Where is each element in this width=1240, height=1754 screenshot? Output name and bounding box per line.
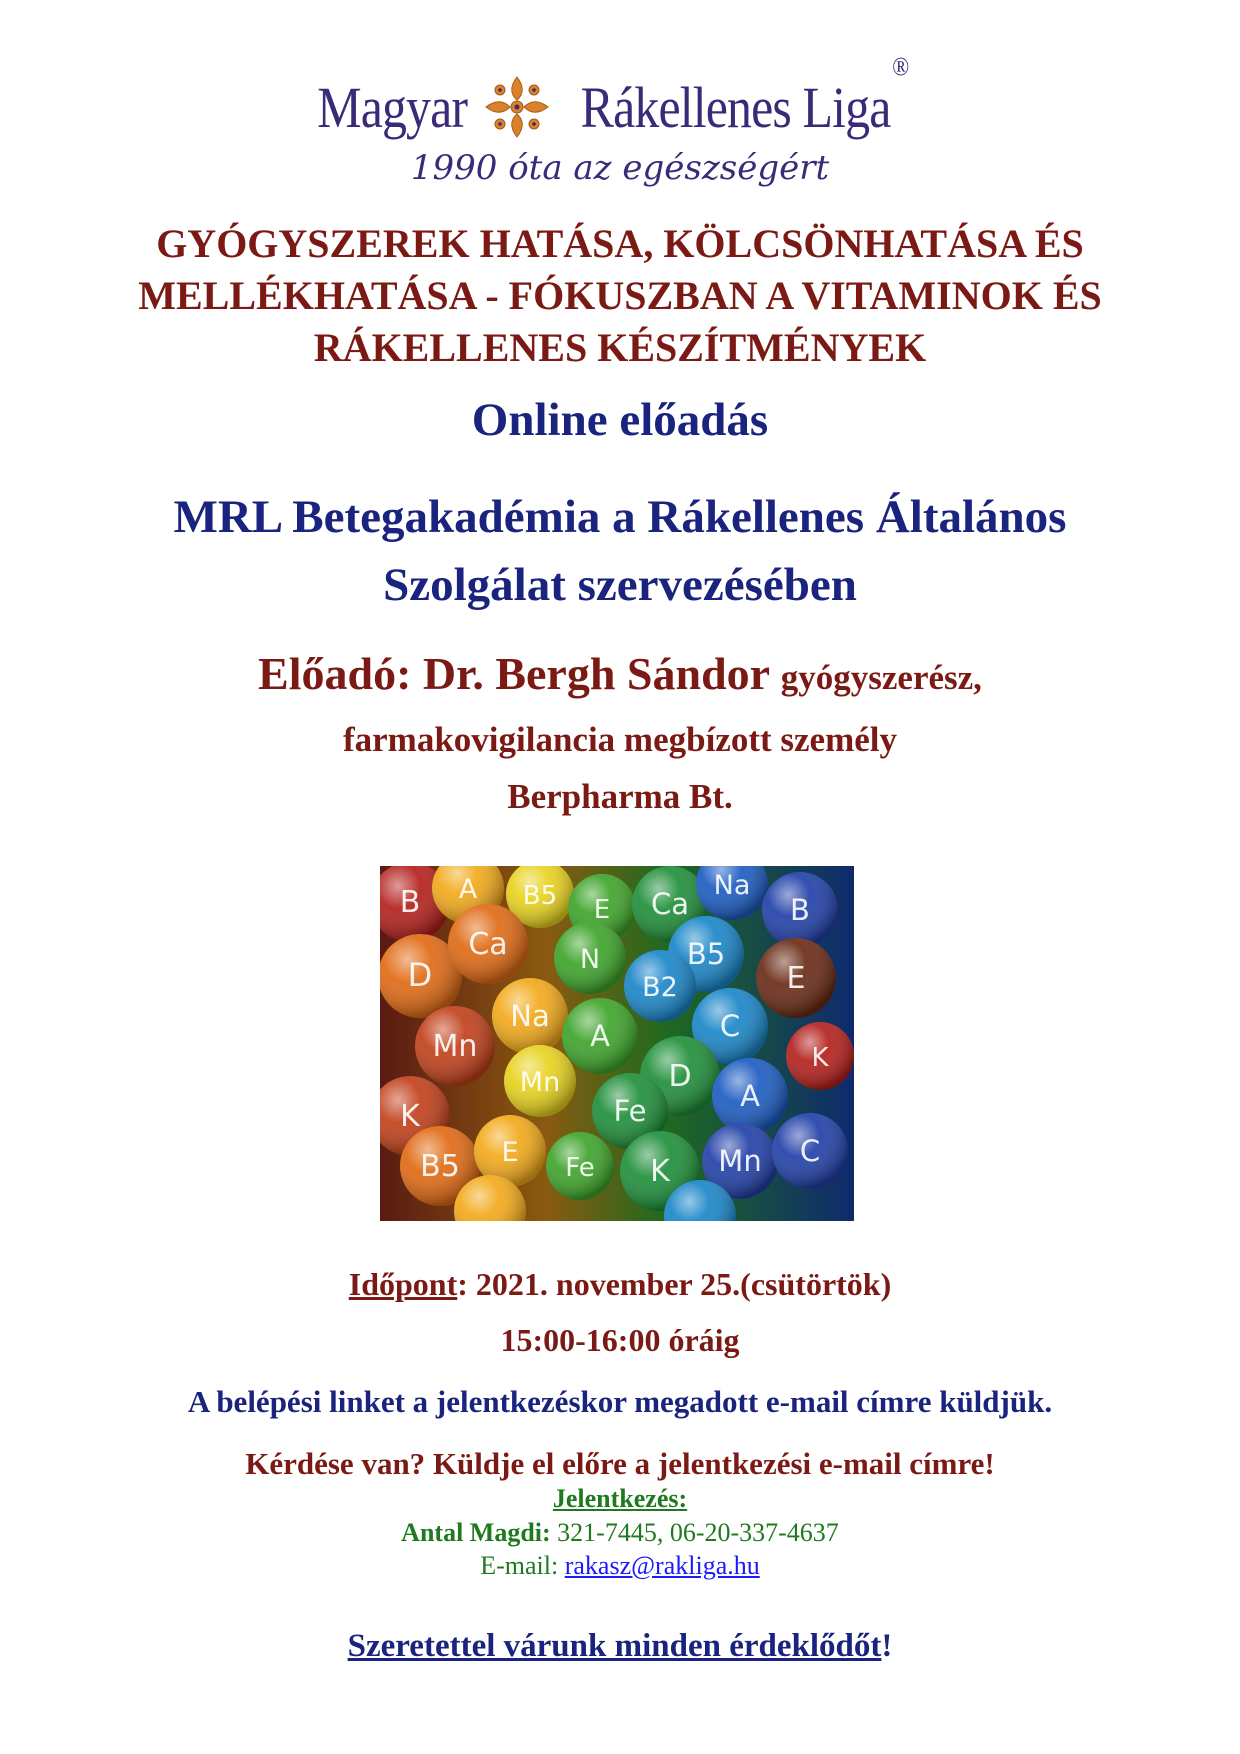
vitamin-ball <box>554 922 626 994</box>
vitamin-ball <box>712 1058 788 1134</box>
vitamin-ball <box>504 1045 576 1117</box>
vitamin-letter: Mn <box>519 1067 561 1098</box>
vitamin-letter: B5 <box>420 1149 460 1184</box>
vitamin-ball <box>786 1022 854 1090</box>
contact-line <box>0 1518 1240 1548</box>
vitamin-ball <box>762 872 838 948</box>
organizer-heading <box>20 483 1220 619</box>
vitamin-letter: Mn <box>718 1144 762 1178</box>
presenter-role: farmakovigilancia megbízott személy <box>342 720 898 759</box>
event-date: 2021. november 25.(csütörtök) <box>475 1266 892 1302</box>
presenter-company: Berpharma Bt. <box>507 777 733 816</box>
organizer-line-2: Szolgálat szervezésében <box>383 559 857 611</box>
logo-word-magyar: Magyar <box>317 74 468 140</box>
registered-mark: ® <box>891 51 909 81</box>
presenter-title: gyógyszerész, <box>780 658 982 697</box>
welcome-text: Szeretettel várunk minden érdeklődőt <box>347 1628 882 1664</box>
vitamin-letter: Mn <box>432 1029 478 1064</box>
vitamin-ball <box>624 950 696 1022</box>
organization-logo <box>0 51 1240 142</box>
vitamin-letter: Na <box>510 999 550 1033</box>
welcome-line <box>0 1628 1240 1665</box>
vitamin-letter: C <box>799 1134 821 1168</box>
vitamin-letter: E <box>786 961 806 996</box>
contact-phones: 321-7445, 06-20-337-4637 <box>557 1518 839 1547</box>
lecture-title: GYÓGYSZEREK HATÁSA, KÖLCSÖNHATÁSA ÉS MELLÉKHATÁSA - FÓKUSZBAN A VITAMINOK ÉS RÁKELLENES KÉSZÍTMÉNYEK <box>138 221 1102 370</box>
vitamin-letter: Fe <box>613 1094 647 1128</box>
date-label: Időpont <box>348 1266 458 1302</box>
vitamin-ball <box>448 904 528 984</box>
vitamin-ball <box>756 938 836 1018</box>
event-hours: 15:00-16:00 óráig <box>500 1322 740 1358</box>
vitamin-letter: Ca <box>468 927 508 962</box>
vitamin-letter: B5 <box>522 881 558 911</box>
date-colon: : <box>457 1266 476 1302</box>
vitamin-letter: A <box>740 1079 760 1113</box>
vitamin-ball <box>415 1006 495 1086</box>
vitamin-letter: B5 <box>686 937 726 971</box>
vitamin-letter: C <box>719 1009 741 1043</box>
contact-name: Antal Magdi: <box>401 1518 551 1547</box>
vitamin-letter: Fe <box>565 1153 595 1183</box>
email-line <box>0 1551 1240 1581</box>
question-note: Kérdése van? Küldje el előre a jelentkezési e-mail címre! <box>245 1446 995 1481</box>
logo-slogan: 1990 óta az egészségért <box>410 148 830 188</box>
vitamin-balls-svg <box>380 866 854 1221</box>
vitamin-letter: A <box>458 874 478 905</box>
event-type: Online előadás <box>471 394 769 446</box>
vitamin-ball <box>772 1113 848 1189</box>
logo-word-rakellenes-liga-text: Rákellenes Liga <box>580 74 891 140</box>
logo-word-rakellenes-liga <box>580 51 909 141</box>
vitamin-letter: K <box>650 1154 670 1189</box>
link-note: A belépési linket a jelentkezéskor megadott e-mail címre küldjük. <box>187 1384 1053 1419</box>
vitamin-letter: D <box>668 1059 692 1094</box>
organizer-line-1: MRL Betegakadémia a Rákellenes Általános <box>173 491 1067 543</box>
vitamin-letter: N <box>579 944 601 975</box>
vitamin-letter: E <box>501 1137 519 1168</box>
email-link[interactable]: rakasz@rakliga.hu <box>564 1551 760 1580</box>
vitamin-letter: A <box>590 1019 610 1053</box>
vitamin-letter: K <box>811 1043 829 1073</box>
vitamin-balls-image <box>380 866 854 1221</box>
vitamin-letter: D <box>407 956 433 994</box>
vitamin-ball <box>546 1132 614 1200</box>
email-label: E-mail: <box>480 1551 559 1580</box>
vitamin-letter: E <box>593 895 611 925</box>
welcome-punct: ! <box>881 1628 893 1664</box>
presenter-name: Előadó: Dr. Bergh Sándor <box>258 648 770 699</box>
cross-emblem-icon <box>480 72 554 142</box>
vitamin-letter: K <box>400 1099 420 1134</box>
presenter-line <box>20 647 1220 700</box>
vitamin-letter: B <box>790 893 810 927</box>
vitamin-ball <box>562 998 638 1074</box>
vitamin-ball <box>492 978 568 1054</box>
vitamin-letter: B2 <box>642 972 678 1003</box>
vitamin-letter: Ca <box>650 887 690 921</box>
event-date-line <box>0 1266 1240 1303</box>
registration-label: Jelentkezés: <box>552 1484 688 1513</box>
vitamin-letter: Na <box>713 870 751 901</box>
vitamin-letter: B <box>399 885 421 920</box>
